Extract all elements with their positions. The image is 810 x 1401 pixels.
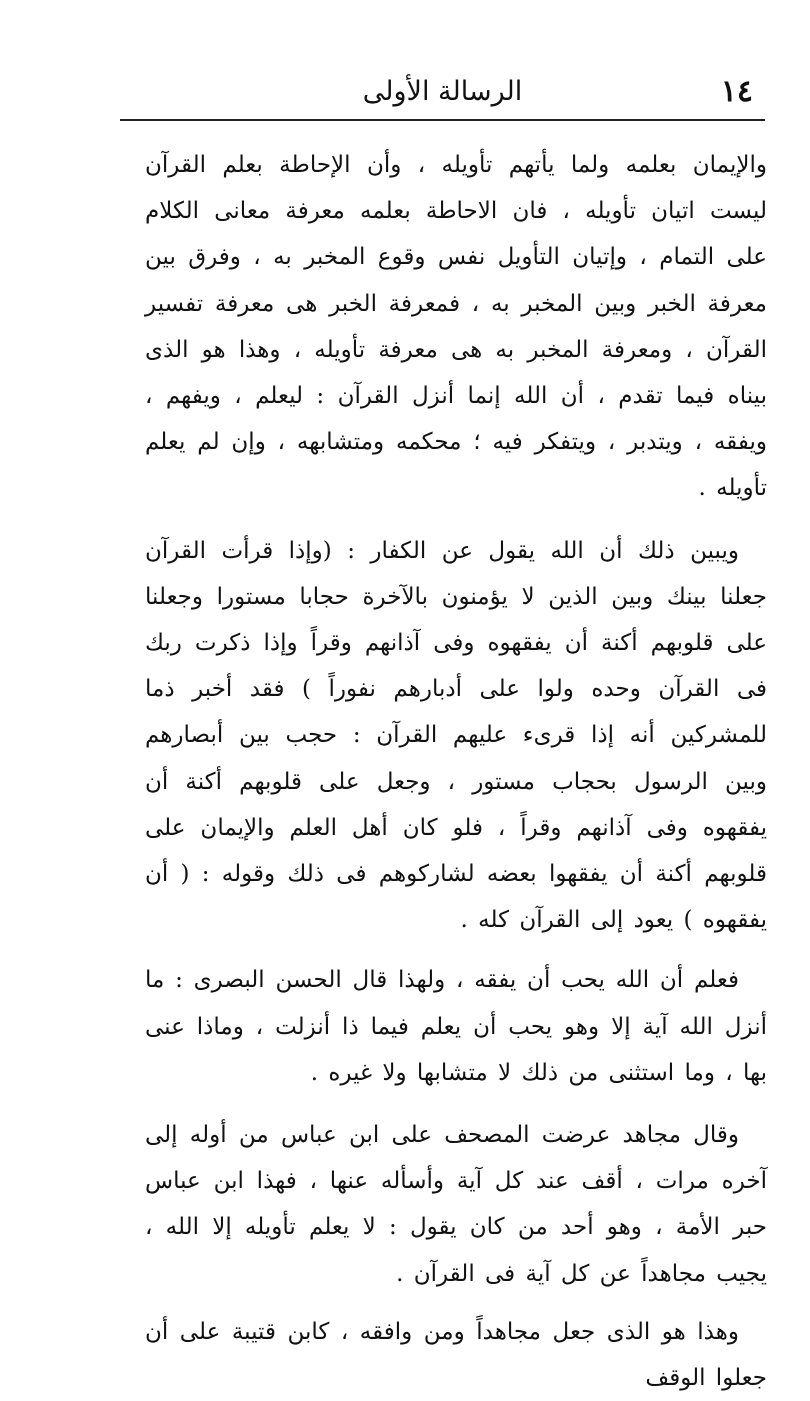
- paragraph: فعلم أن الله يحب أن يفقه ، ولهذا قال الحسن البصرى : ما أنزل الله آية إلا وهو يحب أن يعلم فيما ذا أنزلت ، وماذا عنى بها ، وما استثنى من ذلك لا متشابها ولا غيره .: [145, 967, 767, 1086]
- paragraph: والإيمان بعلمه ولما يأتهم تأويله ، وأن الإحاطة بعلم القرآن ليست اتيان تأويله ، فان الاحاطة بعلمه معرفة معانى الكلام على التمام ، وإتيان التأويل نفس وقوع المخبر به ، وفرق بين معرفة الخبر وبين المخبر به ، فمعرفة الخبر هى معرفة تفسير القرآن ، ومعرفة المخبر به هى معرفة تأويله ، وهذا هو الذى بيناه فيما تقدم ، أن الله إنما أنزل القرآن : ليعلم ، ويفهم ، ويفقه ، ويتدبر ، ويتفكر فيه ؛ محكمه ومتشابهه ، وإن لم يعلم تأويله .: [145, 152, 767, 502]
- page-header: [120, 72, 765, 116]
- page-number: ١٤: [720, 74, 753, 109]
- paragraph: وهذا هو الذى جعل مجاهداً ومن وافقه ، كابن قتيبة على أن جعلوا الوقف: [145, 1318, 767, 1392]
- body-text: [145, 142, 767, 1401]
- header-divider: [120, 119, 765, 121]
- paragraph: ويبين ذلك أن الله يقول عن الكفار : (وإذا قرأت القرآن جعلنا بينك وبين الذين لا يؤمنون بالآخرة حجابا مستورا وجعلنا على قلوبهم أكنة أن يفقهوه وفى آذانهم وقراً وإذا ذكرت ربك فى القرآن وحده ولوا على أدبارهم نفوراً ) فقد أخبر ذما للمشركين أنه إذا قرىء عليهم القرآن : حجب بين أبصارهم وبين الرسول بحجاب مستور ، وجعل على قلوبهم أكنة أن يفقهوه وفى آذانهم وقراً ، فلو كان أهل العلم والإيمان على قلوبهم أكنة أن يفقهوا بعضه لشاركوهم فى ذلك وقوله : ( أن يفقهوه ) يعود إلى القرآن كله .: [145, 537, 767, 934]
- paragraph: وقال مجاهد عرضت المصحف على ابن عباس من أوله إلى آخره مرات ، أقف عند كل آية وأسأله عنها ، فهذا ابن عباس حبر الأمة ، وهو أحد من كان يقول : لا يعلم تأويله إلا الله ، يجيب مجاهداً عن كل آية فى القرآن .: [145, 1122, 767, 1287]
- running-title: الرسالة الأولى: [362, 76, 523, 107]
